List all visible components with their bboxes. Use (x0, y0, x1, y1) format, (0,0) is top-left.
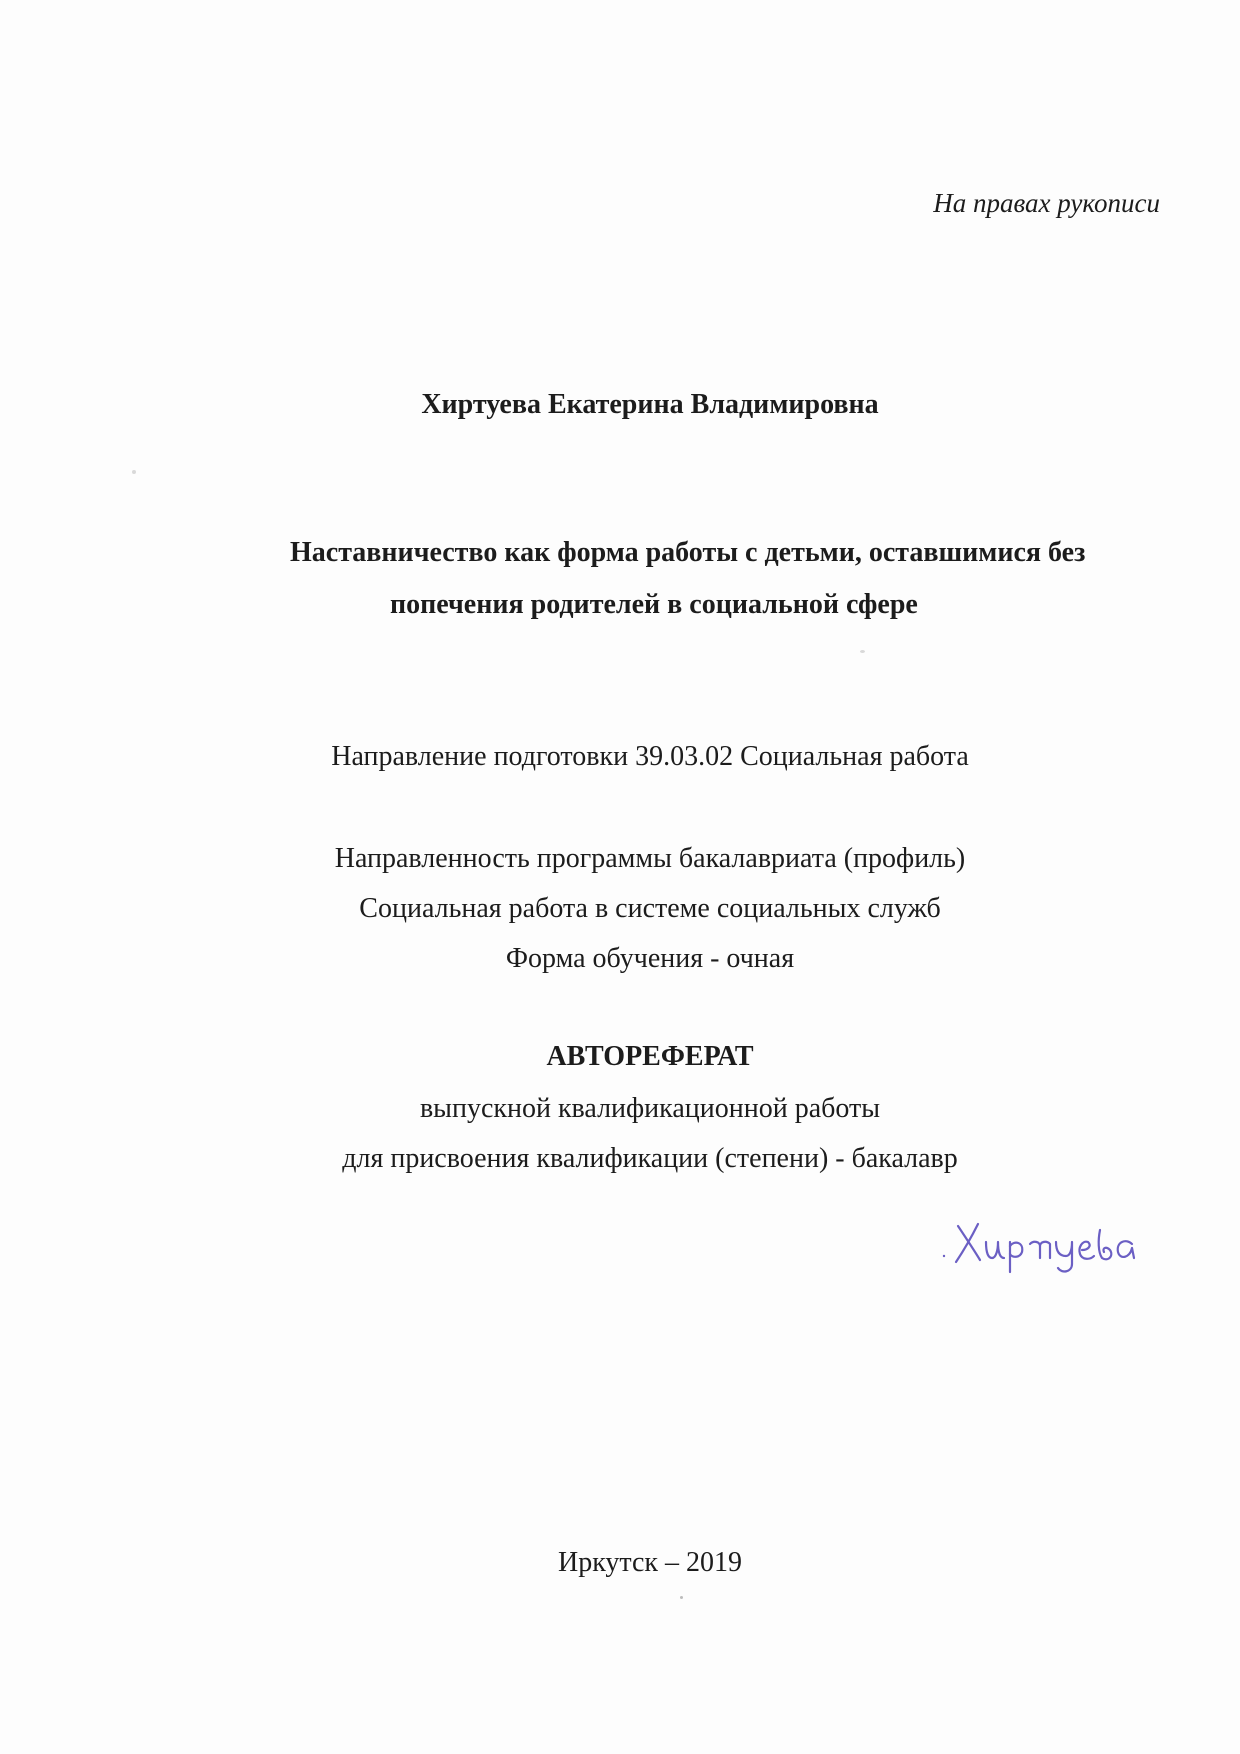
city-and-year: Иркутск – 2019 (557, 1547, 743, 1578)
handwritten-signature (936, 1212, 1146, 1276)
manuscript-note: На правах рукописи (933, 188, 1160, 218)
scan-speck (680, 1596, 683, 1599)
thesis-title-line-2: попечения родителей в социальной сфере (390, 589, 918, 620)
program-focus: Направленность программы бакалавриата (профиль) (334, 843, 966, 874)
scan-speck (132, 470, 136, 474)
program-profile: Социальная работа в системе социальных служб (359, 893, 941, 924)
document-subtitle-line-1: выпускной квалификационной работы (419, 1093, 881, 1124)
training-direction: Направление подготовки 39.03.02 Социальная работа (331, 741, 969, 772)
author-name: Хиртуева Екатерина Владимировна (421, 389, 879, 420)
document-type-heading: АВТОРЕФЕРАТ (546, 1041, 754, 1072)
scan-speck (860, 650, 865, 653)
document-subtitle-line-2: для присвоения квалификации (степени) - бакалавр (342, 1143, 958, 1174)
thesis-title-line-1: Наставничество как форма работы с детьми, оставшимися без (290, 537, 1086, 568)
study-form: Форма обучения - очная (505, 943, 795, 974)
